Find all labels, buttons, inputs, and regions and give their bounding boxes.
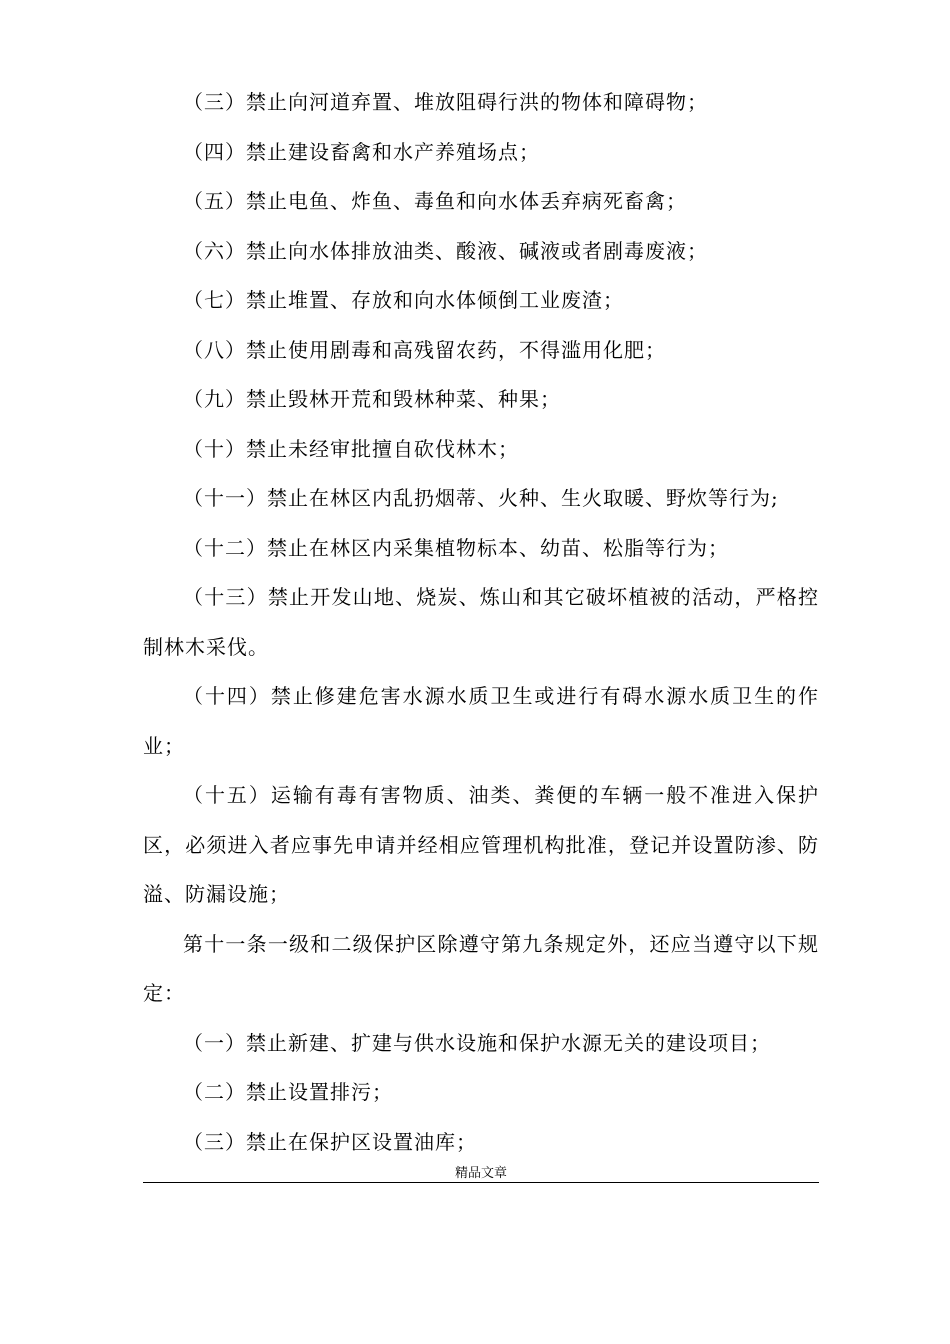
paragraph-4: （四）禁止建设畜禽和水产养殖场点； [183,139,540,164]
paragraph-7: （七）禁止堆置、存放和向水体倾倒工业废渣； [183,288,624,312]
paragraph-5: （五）禁止电鱼、炸鱼、毒鱼和向水体丢弃病死畜禽； [183,189,687,213]
paragraph-15: （十五）运输有毒有害物质、油类、粪便的车辆一般不准进入保护区，必须进入者应事先申请并经相应管理机构批准，登记并设置防渗、防溢、防漏设施； [143,783,819,906]
article-11-item-2: （二）禁止设置排污； [183,1080,393,1104]
article-11-heading: 第十一条一级和二级保护区除遵守第九条规定外，还应当遵守以下规定： [143,931,819,1005]
paragraph-13: （十三）禁止开发山地、烧炭、炼山和其它破坏植被的活动，严格控制林木采伐。 [143,585,819,659]
paragraph-6: （六）禁止向水体排放油类、酸液、碱液或者剧毒废液； [183,238,708,263]
paragraph-3: （三）禁止向河道弃置、堆放阻碍行洪的物体和障碍物； [183,90,708,114]
paragraph-11: （十一）禁止在林区内乱扔烟蒂、火种、生火取暖、野炊等行为; [183,486,779,510]
paragraph-9: （九）禁止毁林开荒和毁林种菜、种果； [183,387,561,411]
document-body [143,78,819,1167]
footer-divider [143,1182,819,1183]
article-11-item-3: （三）禁止在保护区设置油库； [183,1129,477,1154]
paragraph-10: （十）禁止未经审批擅自砍伐林木； [183,436,519,461]
article-11-item-1: （一）禁止新建、扩建与供水设施和保护水源无关的建设项目； [183,1030,771,1055]
paragraph-14: （十四）禁止修建危害水源水质卫生或进行有碍水源水质卫生的作业； [143,684,819,758]
paragraph-8: （八）禁止使用剧毒和高残留农药，不得滥用化肥； [183,337,666,362]
footer-label: 精品文章 [454,1166,507,1181]
paragraph-12: （十二）禁止在林区内采集植物标本、幼苗、松脂等行为； [183,535,729,560]
